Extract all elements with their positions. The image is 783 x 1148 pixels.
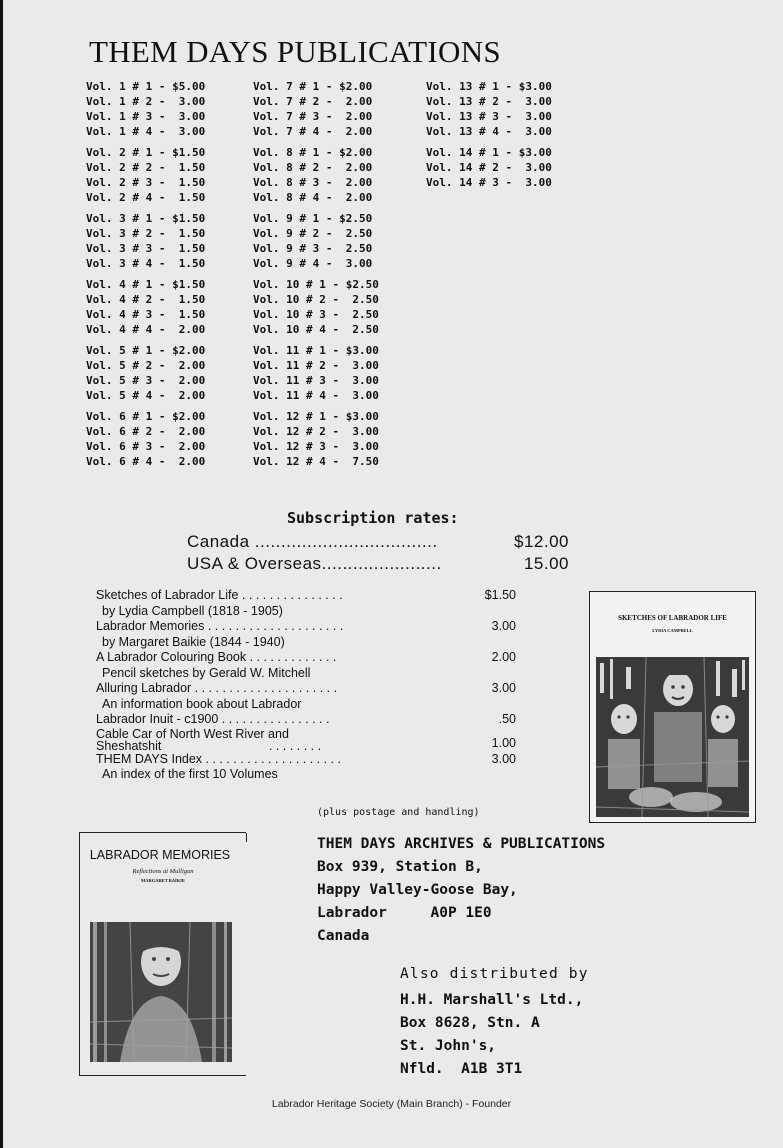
price-line: Vol. 8 # 3 - 2.00 (253, 176, 373, 189)
price-line: Vol. 4 # 3 - 1.50 (86, 308, 206, 321)
cover-photo-family (596, 657, 749, 817)
book-title: Alluring Labrador . . . . . . . . . . . . . . . . . . . . . (96, 681, 338, 695)
price-line: Vol. 4 # 4 - 2.00 (86, 323, 206, 336)
price-line: Vol. 9 # 3 - 2.50 (253, 242, 373, 255)
cover-author: LYDIA CAMPBELL (652, 628, 693, 633)
price-line: Vol. 11 # 2 - 3.00 (253, 359, 379, 372)
price-line: Vol. 11 # 1 - $3.00 (253, 344, 379, 357)
price-group (86, 277, 261, 337)
price-column-3 (426, 79, 601, 196)
subscription-label: USA & Overseas....................... (187, 554, 442, 573)
price-line: Vol. 2 # 3 - 1.50 (86, 176, 206, 189)
cover-title: LABRADOR MEMORIES (89, 848, 231, 862)
book-title: Sketches of Labrador Life . . . . . . . . . . . . . . . (96, 588, 343, 602)
price-line: Vol. 11 # 3 - 3.00 (253, 374, 379, 387)
footer-credit: Labrador Heritage Society (Main Branch) - Founder (271, 1098, 512, 1110)
postage-note: (plus postage and handling) (317, 807, 480, 818)
book-price: $1.50 (484, 588, 516, 602)
price-line: Vol. 13 # 4 - 3.00 (426, 125, 552, 138)
price-line: Vol. 13 # 3 - 3.00 (426, 110, 552, 123)
book-price: 3.00 (491, 681, 516, 695)
price-line: Vol. 11 # 4 - 3.00 (253, 389, 379, 402)
subscription-amount: $12.00 (514, 532, 569, 551)
price-line: Vol. 10 # 3 - 2.50 (253, 308, 379, 321)
price-line: Vol. 10 # 1 - $2.50 (253, 278, 379, 291)
book-price: 3.00 (491, 619, 516, 633)
cover-subtitle: Reflections at Mulligan (132, 868, 194, 875)
price-line: Vol. 12 # 4 - 7.50 (253, 455, 379, 468)
price-line: Vol. 10 # 2 - 2.50 (253, 293, 379, 306)
price-line: Vol. 6 # 4 - 2.00 (86, 455, 206, 468)
price-line: Vol. 10 # 4 - 2.50 (253, 323, 379, 336)
book-entry (96, 728, 516, 752)
price-column-1 (86, 79, 261, 475)
price-line: Vol. 13 # 1 - $3.00 (426, 80, 552, 93)
cover-author: MARGARET BAIKIE (140, 878, 186, 883)
price-line: Vol. 8 # 4 - 2.00 (253, 191, 373, 204)
price-line: Vol. 7 # 4 - 2.00 (253, 125, 373, 138)
memories-book-cover (79, 832, 246, 1076)
subscription-label: Canada ................................... (187, 532, 438, 551)
price-line: Vol. 1 # 3 - 3.00 (86, 110, 206, 123)
book-description: Pencil sketches by Gerald W. Mitchell (102, 665, 311, 680)
price-line: Vol. 14 # 2 - 3.00 (426, 161, 552, 174)
price-line: Vol. 7 # 3 - 2.00 (253, 110, 373, 123)
price-line: Vol. 12 # 1 - $3.00 (253, 410, 379, 423)
price-line: Vol. 6 # 3 - 2.00 (86, 440, 206, 453)
price-line: Vol. 5 # 1 - $2.00 (86, 344, 206, 357)
book-description: An index of the first 10 Volumes (102, 767, 278, 781)
cover-corner-mark (246, 833, 248, 842)
book-entry (96, 588, 516, 619)
price-line: Vol. 1 # 2 - 3.00 (86, 95, 206, 108)
price-line: Vol. 5 # 2 - 2.00 (86, 359, 206, 372)
book-title: A Labrador Colouring Book . . . . . . . . . . . . . (96, 650, 337, 664)
price-line: Vol. 12 # 2 - 3.00 (253, 425, 379, 438)
price-group (86, 343, 261, 403)
price-group (86, 79, 261, 139)
book-title: Cable Car of North West River and Sheshatshit . . . . . . . . (96, 726, 322, 753)
price-line: Vol. 3 # 4 - 1.50 (86, 257, 206, 270)
price-line: Vol. 1 # 4 - 3.00 (86, 125, 206, 138)
book-description: by Margaret Baikie (1844 - 1940) (102, 634, 285, 649)
price-line: Vol. 2 # 1 - $1.50 (86, 146, 206, 159)
price-group (253, 277, 428, 337)
book-description: by Lydia Campbell (1818 - 1905) (102, 603, 283, 618)
price-line: Vol. 4 # 2 - 1.50 (86, 293, 206, 306)
book-title: Labrador Inuit - c1900 . . . . . . . . . . . . . . . . (96, 712, 330, 726)
book-entry (96, 650, 516, 681)
price-group (86, 145, 261, 205)
price-line: Vol. 5 # 3 - 2.00 (86, 374, 206, 387)
subscription-row-usa-overseas (187, 553, 577, 575)
price-line: Vol. 6 # 1 - $2.00 (86, 410, 206, 423)
book-list (96, 588, 516, 783)
price-group (86, 409, 261, 469)
book-title: Labrador Memories . . . . . . . . . . . . . . . . . . . . (96, 619, 344, 633)
book-entry (96, 752, 516, 783)
price-group (253, 211, 428, 271)
price-line: Vol. 8 # 1 - $2.00 (253, 146, 373, 159)
cover-title: SKETCHES OF LABRADOR LIFE (618, 614, 727, 622)
price-group (426, 79, 601, 139)
price-line: Vol. 13 # 2 - 3.00 (426, 95, 552, 108)
price-line: Vol. 6 # 2 - 2.00 (86, 425, 206, 438)
price-line: Vol. 5 # 4 - 2.00 (86, 389, 206, 402)
price-line: Vol. 3 # 1 - $1.50 (86, 212, 206, 225)
distributor-label: Also distributed by (400, 966, 589, 982)
book-price: .50 (498, 712, 516, 726)
distributor-address: H.H. Marshall's Ltd., Box 8628, Stn. A St. John's, Nfld. A1B 3T1 (400, 992, 584, 1077)
book-price: 2.00 (491, 650, 516, 664)
cover-portrait (90, 922, 232, 1062)
price-line: Vol. 3 # 3 - 1.50 (86, 242, 206, 255)
subscription-row-canada (187, 531, 577, 553)
price-line: Vol. 8 # 2 - 2.00 (253, 161, 373, 174)
price-group (253, 145, 428, 205)
book-entry (96, 619, 516, 650)
page-title: THEM DAYS PUBLICATIONS (89, 34, 501, 69)
price-column-2 (253, 79, 428, 475)
price-line: Vol. 9 # 2 - 2.50 (253, 227, 373, 240)
price-line: Vol. 12 # 3 - 3.00 (253, 440, 379, 453)
price-line: Vol. 14 # 3 - 3.00 (426, 176, 552, 189)
price-group (253, 343, 428, 403)
book-price: 1.00 (491, 736, 516, 750)
book-title: THEM DAYS Index . . . . . . . . . . . . . . . . . . . . (96, 751, 341, 766)
publisher-address: THEM DAYS ARCHIVES & PUBLICATIONS Box 939, Station B, Happy Valley-Goose Bay, Labrador A0P 1E0 Canada (317, 836, 606, 944)
price-group (253, 409, 428, 469)
sketches-book-cover (589, 591, 756, 823)
price-line: Vol. 2 # 4 - 1.50 (86, 191, 206, 204)
price-line: Vol. 7 # 2 - 2.00 (253, 95, 373, 108)
price-line: Vol. 7 # 1 - $2.00 (253, 80, 373, 93)
price-line: Vol. 9 # 1 - $2.50 (253, 212, 373, 225)
book-entry (96, 712, 516, 728)
price-line: Vol. 2 # 2 - 1.50 (86, 161, 206, 174)
page-edge (0, 0, 3, 1148)
book-entry (96, 681, 516, 712)
price-group (253, 79, 428, 139)
subscription-rates (187, 531, 577, 575)
subscription-heading: Subscription rates: (287, 509, 459, 527)
price-line: Vol. 1 # 1 - $5.00 (86, 80, 206, 93)
book-price: 3.00 (491, 751, 516, 766)
price-line: Vol. 4 # 1 - $1.50 (86, 278, 206, 291)
price-line: Vol. 3 # 2 - 1.50 (86, 227, 206, 240)
price-group (86, 211, 261, 271)
subscription-amount: 15.00 (523, 554, 569, 573)
price-line: Vol. 14 # 1 - $3.00 (426, 146, 552, 159)
price-group (426, 145, 601, 190)
price-line: Vol. 9 # 4 - 3.00 (253, 257, 373, 270)
book-description: An information book about Labrador (102, 696, 302, 711)
